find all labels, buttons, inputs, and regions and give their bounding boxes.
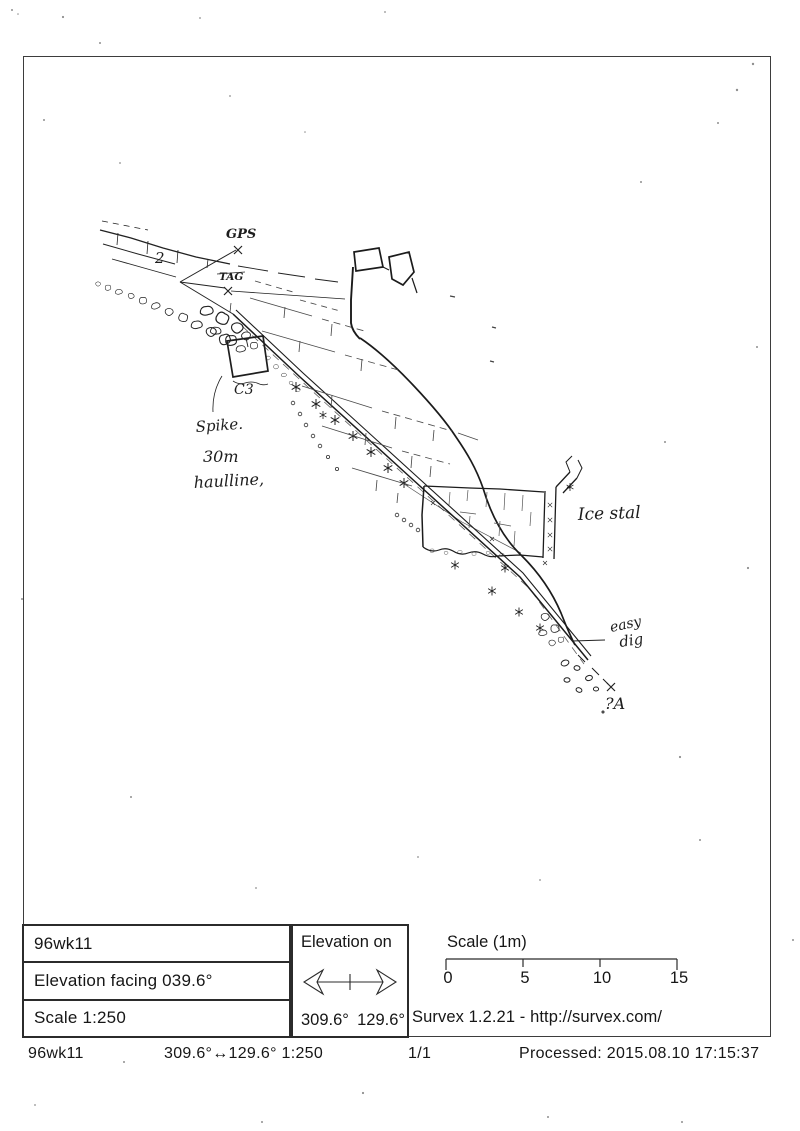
label-haulline-2: haulline, bbox=[193, 469, 265, 492]
elevation-on-label: Elevation on bbox=[301, 933, 392, 951]
easy-dig-leader bbox=[572, 640, 605, 641]
slope-line bbox=[233, 310, 608, 684]
boulder-chain bbox=[96, 282, 300, 392]
survey-name-cell: 96wk11 bbox=[24, 926, 289, 963]
tick-15: 15 bbox=[669, 969, 689, 987]
view-cell: Elevation facing 039.6° bbox=[24, 963, 289, 1000]
label-c3: C3 bbox=[234, 382, 254, 398]
entrance-shaft bbox=[351, 248, 417, 339]
title-block-table bbox=[22, 924, 291, 1038]
asterisk-symbols bbox=[292, 382, 574, 633]
label-haulline-1: 30m bbox=[203, 447, 239, 466]
scale-bar-label: Scale (1m) bbox=[447, 933, 527, 951]
bearing-right-value: 129.6° bbox=[357, 1011, 405, 1029]
scale-bar-tick-labels bbox=[443, 969, 689, 989]
tag-station-cross bbox=[224, 287, 232, 295]
label-easy-dig-2: dig bbox=[618, 629, 645, 651]
station-a-cross bbox=[607, 683, 615, 691]
footer-survey-name: 96wk11 bbox=[28, 1045, 84, 1062]
label-tag: TAG bbox=[219, 271, 244, 283]
label-station-2: 2 bbox=[155, 249, 165, 267]
label-station-a: ?A bbox=[605, 694, 626, 713]
tick-10: 10 bbox=[592, 969, 612, 987]
tick-5: 5 bbox=[520, 969, 530, 987]
elevation-direction-box bbox=[291, 924, 409, 1038]
label-ice-stal: Ice stal bbox=[577, 502, 641, 525]
tick-0: 0 bbox=[443, 969, 453, 987]
footer-processed-timestamp: Processed: 2015.08.10 17:15:37 bbox=[519, 1045, 760, 1062]
bedding-strata bbox=[250, 281, 478, 503]
label-easy-dig-1: easy bbox=[608, 613, 643, 636]
c3-block bbox=[213, 336, 268, 412]
survex-credit: Survex 1.2.21 - http://survex.com/ bbox=[412, 1008, 663, 1026]
label-spike: Spike. bbox=[195, 414, 244, 436]
bearing-values bbox=[293, 1011, 407, 1036]
scale-cell: Scale 1:250 bbox=[34, 1008, 126, 1028]
bearing-left-value: 309.6° bbox=[301, 1011, 349, 1029]
double-arrow-icon bbox=[293, 962, 407, 1002]
survey-station-rays bbox=[180, 250, 345, 314]
footer-bearing-scale: 309.6°↔129.6° 1:250 bbox=[164, 1045, 324, 1062]
footer-page-number: 1/1 bbox=[408, 1045, 432, 1062]
bottom-rocks bbox=[539, 613, 604, 713]
chamber-joints bbox=[449, 490, 531, 546]
label-gps: GPS bbox=[226, 227, 257, 242]
